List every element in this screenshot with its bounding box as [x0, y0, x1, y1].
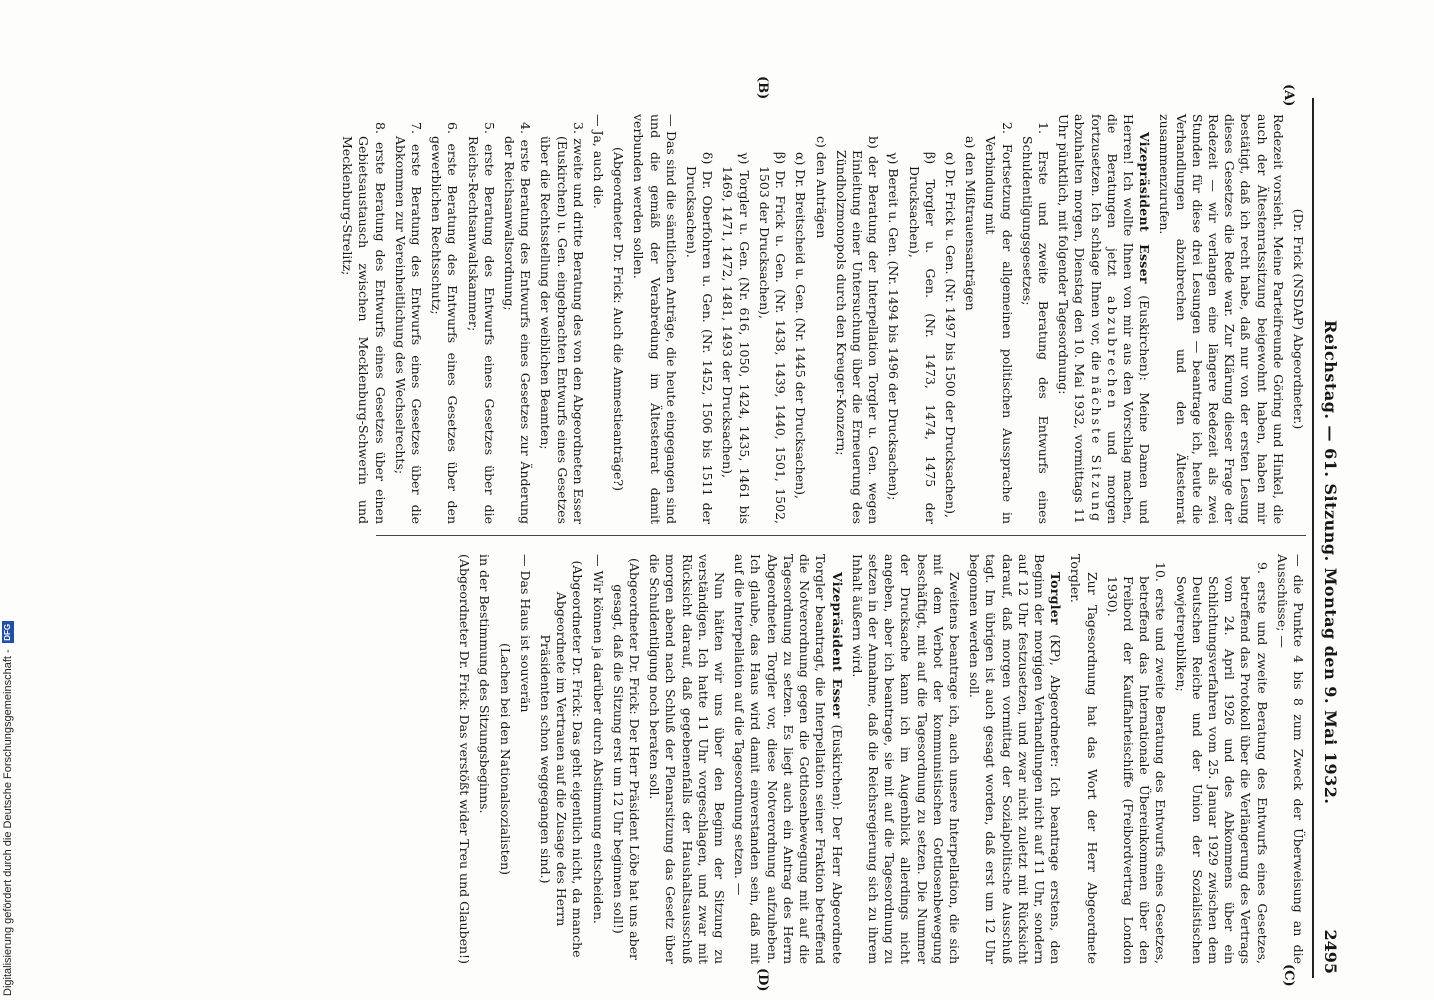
- interjection: (Abgeordneter Dr. Frick: Das geht eigentlich nicht, da manche Abgeordnete im Vertrauen auf die Zusage des Herrn Präsidenten schon weggegangen sind.): [538, 560, 586, 958]
- agenda-item: 3. zweite und dritte Beratung des von den Abgeordneten Esser (Euskirchen) u. Gen. eingebrachten Entwurfs eines Gesetzes über die Rechtsstellung der weiblichen Beamten;: [538, 122, 586, 524]
- interjection: (Abgeordneter Dr. Frick: Auch die Ammestieanträge?): [611, 147, 627, 491]
- agenda-subsubitem: δ) Dr. Oberfohren u. Gen. (Nr. 1452, 1506 bis 1511 der Drucksachen).: [684, 152, 716, 524]
- paragraph-text: Meine Damen und Herren! Ich wollte Ihnen von mir aus den Vorschlag machen, die Beratungen jetzt: [1104, 114, 1153, 524]
- speaker-name: Vizepräsident Esser: [1137, 132, 1153, 284]
- right-paragraph-11: in der Bestimmung des Sitzungsbeginns.: [477, 554, 493, 814]
- left-speaker-continued: (Dr. Frick (NSDAP) Abgeordneter.): [1291, 208, 1306, 430]
- agenda-subitem: a) den Mißtrauensanträgen: [963, 136, 979, 311]
- right-column: [452, 554, 1306, 964]
- agenda-item: 8. erste Beratung des Entwurfs eines Gesetzes über einen Gebietsaustausch zwischen Mecklenburg-Schwerin und Mecklenburg-Strelitz;: [340, 122, 388, 524]
- header-rule: [1312, 98, 1314, 978]
- agenda-item: 10. erste und zweite Beratung des Entwurfs eines Gesetzes, betreffend das Internationale Übereinkommen über den Freibord der Kauffahrteischiffe (Freibordvertrag London 1930).: [1104, 562, 1169, 964]
- right-paragraph-6: Nun hätten wir uns über den Beginn der Sitzung zu verständigen. Ich hatte 11 Uhr vorgeschlagen, und zwar mit Rücksicht darauf, daß gegebenenfalls der Haushaltsausschuß morgen abend nach Schluß der Plenarsitzung das Gesetz über die Schuldentilgung noch beraten soll.: [647, 554, 728, 964]
- agenda-item: 2. Fortsetzung der allgemeinen politischen Aussprache in Verbindung mit: [983, 122, 1015, 524]
- left-paragraph-1: Redezeit vorsieht. Meine Parteifreunde Göring und Hinkel, die auch der Ältestenratssitzung beigewohnt haben, haben mir bestätigt, daß ich recht habe, daß nur von der ersten Lesung dieses Gesetzes die Rede war. Zur Klärung dieser Frage der Redezeit — wir verlangen eine längere Redezeit als zwei Stunden für diese drei Lesungen — beantrage ich, heute die Verhandlungen abzubrechen und den Ältestenrat zusammenzurufen.: [1157, 114, 1286, 524]
- paragraph-text: und morgen fortzusetzen. Ich schlage Ihnen vor, die: [1088, 114, 1120, 524]
- page-number: 2495: [1321, 929, 1340, 974]
- agenda-item: 7. erste Beratung des Entwurfs eines Gesetzes über die Abkommen zur Vereinheitlichung des Wechselrechts;: [392, 122, 425, 524]
- right-paragraph-2: Zur Tagesordnung hat das Wort der Herr Abgeordnete Torgler.: [1068, 554, 1100, 964]
- speaker-party: (Euskirchen):: [829, 724, 845, 811]
- right-paragraph-1: — die Punkte 4 bis 8 zum Zweck der Überweisung an die Ausschüsse; —: [1274, 554, 1306, 964]
- right-paragraph-4: Zweitens beantrage ich, auch unsere Interpellation, die sich mit dem Verbot der kommunistischen Gottlosenbewegung beschäftigt, mit auf die Tagesordnung zu setzen. Die Nummer der Drucksache kann ich im Augenblick allerdings nicht angeben, aber ich beantrage, sie mit auf die Tagesordnung zu setzen in der Annahme, daß die Reichsregierung sich zu ihrem Inhalt äußern wird.: [849, 554, 962, 964]
- speaker-party: (KP), Abgeordneter:: [1048, 634, 1064, 768]
- digitization-footer: [2, 621, 14, 996]
- agenda-subsubitem: γ) Bereit u. Gen. (Nr. 1494 bis 1496 der Drucksachen);: [886, 152, 902, 501]
- agenda-subitem: b) der Beratung der Interpellation Torgler u. Gen. wegen Einleitung einer Untersuchung über die Erneuerung des Zündholzmonopols durch den Kreuger-Konzern;: [833, 136, 882, 524]
- speaker-party: (Euskirchen):: [1137, 295, 1153, 381]
- agenda-subsubitem: α) Dr. Frick u. Gen. (Nr. 1497 bis 1500 der Drucksachen),: [942, 152, 958, 518]
- agenda-item: 9. erste und zweite Beratung des Entwurfs eines Gesetzes, betreffend das Protokoll über die Verlängerung des Vertrags vom 24. April 1926 und des Abkommens über ein Schlichtungsverfahren vom 25. Januar 1929 zwischen dem Deutschen Reiche und der Union der Sozialistischen Sowjetrepubliken;: [1173, 562, 1270, 964]
- margin-mark-d: (D): [755, 968, 770, 992]
- right-paragraph-5: [731, 554, 844, 964]
- interjection: (Abgeordneter Dr. Frick: Das verstößt wider Treu und Glauben!): [457, 554, 473, 964]
- left-column: [335, 114, 1306, 524]
- agenda-item: 5. erste Beratung des Entwurfs eines Gesetzes über die Reichs-Rechtsanwaltskammer;: [465, 122, 497, 524]
- emphasis-text: abzubrechen: [1104, 296, 1120, 411]
- speaker-name: Vizepräsident Esser: [829, 572, 845, 719]
- column-divider: [376, 535, 1306, 536]
- agenda-subsubitem: α) Dr. Breitscheid u. Gen. (Nr. 1445 der Drucksachen),: [793, 152, 809, 499]
- rotated-newspaper-sheet: [40, 76, 1340, 992]
- page-header: [1314, 98, 1340, 978]
- agenda-subsubitem: β) Torgler u. Gen. (Nr. 1473, 1474, 1475 der Drucksachen),: [906, 152, 938, 524]
- agenda-item: 1. Erste und zweite Beratung des Entwurfs eines Schuldentilgungsgesetzes;: [1019, 122, 1051, 524]
- margin-mark-a: (A): [1281, 84, 1296, 107]
- left-paragraph-3: — Das sind die sämtlichen Anträge, die heute eingegangen sind und die gemäß der Verabredung im Ältestenrat damit verbunden werden sollen.: [631, 114, 679, 524]
- paragraph-text: Ich beantrage erstens, den Beginn der morgigen Verhandlungen nicht auf 11 Uhr, sondern auf 12 Uhr festzusetzen, und zwar nicht zuletzt mit Rücksicht darauf, daß morgen vormittag der Sozialpolitische Ausschuß tagt. Im übrigen ist auch gesagt worden, daß erst um 12 Uhr begonnen werden soll.: [967, 554, 1064, 964]
- margin-mark-c: (C): [1281, 964, 1296, 987]
- agenda-item: 4. erste Beratung des Entwurfs eines Gesetzes zur Änderung der Reichsanwaltsordnung;: [502, 122, 534, 524]
- left-paragraph-2: [1055, 114, 1152, 524]
- margin-mark-b: (B): [755, 76, 770, 100]
- interjection: (Abgeordneter Dr. Frick: Der Herr Präsident Löbe hat uns aber gesagt, daß die Sitzung erst um 12 Uhr beginnen soll!): [610, 558, 643, 960]
- footer-text: Digitalisierung gefördert durch die Deutsche Forschungsgemeinschaft -: [2, 649, 14, 996]
- agenda-item: 6. erste Beratung des Entwurfs eines Gesetzes über den gewerblichen Rechtsschutz;: [429, 122, 461, 524]
- right-paragraph-10: — Das Haus ist souverän: [517, 554, 533, 713]
- paragraph-text: Der Herr Abgeordnete Torgler beantragt, die Interpellation seiner Fraktion betreffend die Notverordnung gegen die Gottlosenbewegung mit auf die Tagesordnung zu setzen. Es liegt auch ein Antrag des Herrn Abgeordneten Torgler vor, diese Notverordnung aufzuheben. Ich glaube, das Haus wird damit einverstanden sein, daß mit auf die Interpellation auf die Tagesordnung setzen. —: [732, 554, 845, 964]
- left-paragraph-4: — Ja, auch die.: [591, 114, 607, 209]
- agenda-subsubitem: γ) Torgler u. Gen. (Nr. 616, 1050, 1424, 1435, 1461 bis 1469, 1471, 1472, 1481, 1493 der Drucksachen),: [720, 152, 752, 524]
- interjection: (Lachen bei den Nationalsozialisten): [497, 642, 513, 876]
- agenda-subitem: c) den Anträgen: [813, 136, 829, 239]
- right-paragraph-3: [966, 554, 1063, 964]
- dfg-logo-icon: DFG: [2, 621, 14, 643]
- right-paragraph-8: — Wir können ja darüber durch Abstimmung entscheiden.: [590, 554, 606, 924]
- speaker-name: Torgler: [1048, 572, 1064, 625]
- emphasis-text: nächste Sitzung: [1088, 376, 1104, 524]
- header-title: Reichstag. — 61. Sitzung. Montag den 9. Mai 1932.: [1321, 320, 1340, 805]
- paragraph-text: abzuhalten morgen, Dienstag den 10. Mai 1932, vormittags 11 Uhr pünktlich, mit folgender Tagesordnung:: [1056, 114, 1088, 524]
- agenda-subsubitem: β) Dr. Frick u. Gen. (Nr. 1438, 1439, 1440, 1501, 1502, 1503 der Drucksachen),: [756, 152, 789, 524]
